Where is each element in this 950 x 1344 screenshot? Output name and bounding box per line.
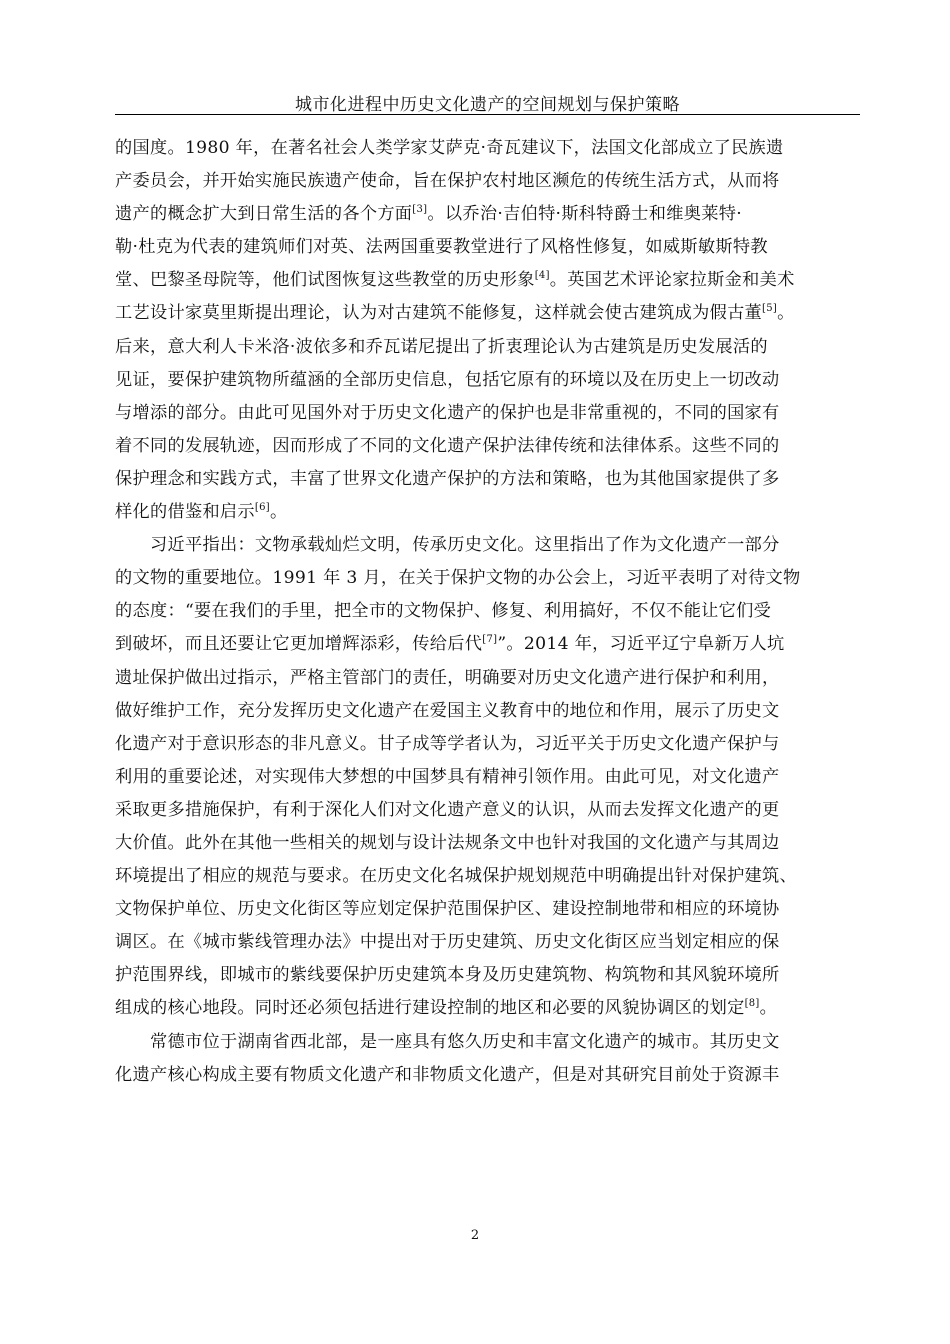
text-line (115, 728, 843, 761)
text-line (115, 827, 843, 860)
text-line (115, 562, 843, 595)
text-line (115, 794, 843, 827)
text-line (115, 1026, 843, 1059)
text-segment: 遗产的概念扩大到日常生活的各个方面 (115, 204, 413, 225)
text-segment: 文物保护单位、历史文化街区等应划定保护范围保护区、建设控制地带和相应的环境协 (115, 899, 780, 920)
text-segment: 的国度。1980 年，在著名社会人类学家艾萨克·奇瓦建议下，法国文化部成立了民族遗 (115, 138, 784, 158)
text-segment: 遗址保护做出过指示，严格主管部门的责任，明确要对历史文化遗产进行保护和利用， (115, 667, 780, 688)
text-segment: 见证，要保护建筑物所蕴涵的全部历史信息，包括它原有的环境以及在历史上一切改动 (115, 369, 780, 390)
text-line (115, 628, 843, 661)
text-line (115, 926, 843, 959)
text-segment: 采取更多措施保护，有利于深化人们对文化遗产意义的认识，从而去发挥文化遗产的更 (115, 799, 780, 820)
text-segment: 。 (269, 502, 288, 523)
text-segment: 大价值。此外在其他一些相关的规划与设计法规条文中也针对我国的文化遗产与其周边 (115, 832, 780, 853)
running-header-title: 城市化进程中历史文化遗产的空间规划与保护策略 (295, 95, 680, 115)
text-segment: 到破坏，而且还要让它更加增辉添彩，传给后代 (115, 634, 483, 655)
body-text (115, 132, 843, 1092)
text-line (115, 198, 843, 231)
text-segment: 调区。在《城市紫线管理办法》中提出对于历史建筑、历史文化街区应当划定相应的保 (115, 932, 780, 953)
text-line (115, 264, 843, 297)
text-segment: 样化的借鉴和启示 (115, 502, 255, 523)
text-line (115, 761, 843, 794)
text-line (115, 463, 843, 496)
text-segment: 与增添的部分。由此可见国外对于历史文化遗产的保护也是非常重视的，不同的国家有 (115, 402, 780, 423)
text-line (115, 662, 843, 695)
text-segment: 环境提出了相应的规范与要求。在历史文化名城保护规划规范中明确提出针对保护建筑、 (115, 866, 798, 887)
citation-ref: [6] (254, 502, 270, 514)
text-segment: 勒·杜克为代表的建筑师们对英、法两国重要教堂进行了风格性修复，如威斯敏斯特教 (115, 237, 768, 258)
text-segment: 习近平指出：文物承载灿烂文明，传承历史文化。这里指出了作为文化遗产一部分 (150, 535, 780, 556)
text-segment: 。 (759, 998, 778, 1019)
text-segment: 。 (777, 303, 795, 324)
header-divider (115, 114, 860, 115)
text-segment: 护范围界线，即城市的紫线要保护历史建筑本身及历史建筑物、构筑物和其风貌环境所 (115, 965, 780, 986)
text-segment: 后来，意大利人卡米洛·波依多和乔瓦诺尼提出了折衷理论认为古建筑是历史发展活的 (115, 336, 768, 357)
text-segment: 利用的重要论述，对实现伟大梦想的中国梦具有精神引领作用。由此可见，对文化遗产 (115, 766, 780, 787)
citation-ref: [8] (744, 998, 760, 1010)
text-segment: 。以乔治·吉伯特·斯科特爵士和维奥莱特· (427, 204, 742, 225)
text-segment: 的文物的重要地位。1991 年 3 月，在关于保护文物的办公会上，习近平表明了对待文物 (115, 568, 801, 589)
text-segment: ”。2014 年，习近平辽宁阜新万人坑 (497, 634, 785, 655)
text-segment: 工艺设计家莫里斯提出理论，认为对古建筑不能修复，这样就会使古建筑成为假古董 (115, 303, 763, 324)
text-line (115, 695, 843, 728)
text-line (115, 1059, 843, 1092)
text-line (115, 496, 843, 529)
text-line (115, 529, 843, 562)
text-segment: 组成的核心地段。同时还必须包括进行建设控制的地区和必要的风貌协调区的划定 (115, 998, 745, 1019)
text-line (115, 364, 843, 397)
text-line (115, 132, 843, 165)
text-line (115, 959, 843, 992)
text-segment: 的态度：“要在我们的手里，把全市的文物保护、修复、利用搞好，不仅不能让它们受 (115, 601, 772, 622)
text-line (115, 231, 843, 264)
text-line (115, 860, 843, 893)
page-number: 2 (470, 1228, 480, 1243)
text-segment: 保护理念和实践方式，丰富了世界文化遗产保护的方法和策略，也为其他国家提供了多 (115, 468, 780, 489)
text-line (115, 397, 843, 430)
citation-ref: [3] (412, 204, 428, 216)
text-line (115, 331, 843, 364)
text-segment: 做好维护工作，充分发挥历史文化遗产在爱国主义教育中的地位和作用，展示了历史文 (115, 700, 780, 721)
citation-ref: [7] (482, 634, 498, 646)
text-segment: 。英国艺术评论家拉斯金和美术 (549, 270, 795, 291)
text-segment: 着不同的发展轨迹，因而形成了不同的文化遗产保护法律传统和法律体系。这些不同的 (115, 435, 780, 456)
text-line (115, 297, 843, 330)
text-segment: 常德市位于湖南省西北部，是一座具有悠久历史和丰富文化遗产的城市。其历史文 (150, 1031, 780, 1052)
text-segment: 堂、巴黎圣母院等，他们试图恢复这些教堂的历史形象 (115, 270, 535, 291)
text-line (115, 430, 843, 463)
text-segment: 化遗产对于意识形态的非凡意义。甘子成等学者认为，习近平关于历史文化遗产保护与 (115, 733, 780, 754)
text-line (115, 893, 843, 926)
citation-ref: [4] (534, 270, 550, 282)
citation-ref: [5] (762, 303, 778, 315)
text-segment: 化遗产核心构成主要有物质文化遗产和非物质文化遗产，但是对其研究目前处于资源丰 (115, 1064, 780, 1085)
text-segment: 产委员会，并开始实施民族遗产使命，旨在保护农村地区濒危的传统生活方式，从而将 (115, 171, 780, 192)
text-line (115, 595, 843, 628)
text-line (115, 992, 843, 1025)
text-line (115, 165, 843, 198)
